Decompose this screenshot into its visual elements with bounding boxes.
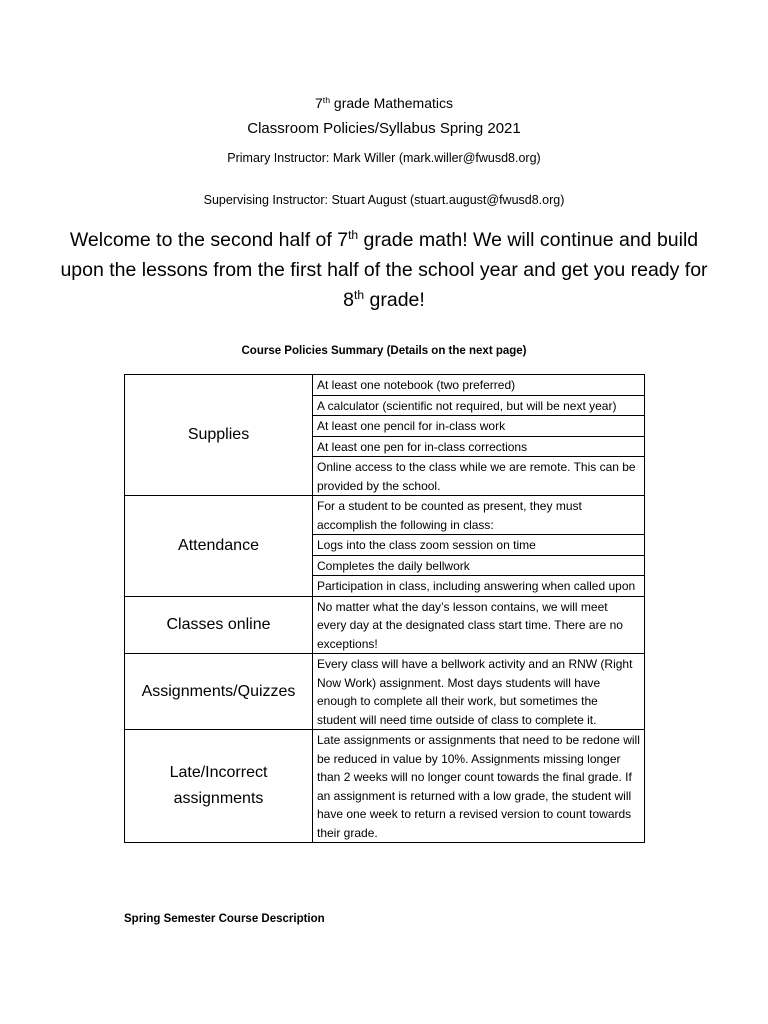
- grade-number: 7: [315, 95, 323, 111]
- policy-item: A calculator (scientific not required, but will be next year): [313, 395, 645, 416]
- policy-item: Late assignments or assignments that need to be redone will be reduced in value by 10%. Assignments missing longer than 2 weeks will no longer count towards the final grade. If an assignment is returned with a low grade, the student will have one week to return a revised version to count towards their grade.: [313, 730, 645, 843]
- category-classes-online: Classes online: [125, 596, 313, 654]
- policy-item: At least one pencil for in-class work: [313, 416, 645, 437]
- supervising-instructor: Supervising Instructor: Stuart August (stuart.august@fwusd8.org): [203, 193, 565, 207]
- table-row: [125, 654, 645, 730]
- policy-item: Every class will have a bellwork activity and an RNW (Right Now Work) assignment. Most days students will have enough to complete all their work, but sometimes the student will need time outside of class to complete it.: [313, 654, 645, 730]
- policy-item: Logs into the class zoom session on time: [313, 535, 645, 556]
- policy-item: No matter what the day’s lesson contains, we will meet every day at the designated class start time. There are no exceptions!: [313, 596, 645, 654]
- table-row: [125, 496, 645, 535]
- policies-table: [124, 374, 645, 843]
- table-row: [125, 375, 645, 396]
- welcome-message: [60, 225, 708, 315]
- welcome-part-3: grade!: [364, 289, 425, 311]
- primary-instructor: Primary Instructor: Mark Willer (mark.willer@fwusd8.org): [227, 151, 541, 165]
- course-title: [0, 95, 768, 111]
- category-attendance: Attendance: [125, 496, 313, 597]
- policy-item: At least one pen for in-class corrections: [313, 436, 645, 457]
- policy-item: Completes the daily bellwork: [313, 555, 645, 576]
- policy-item: Participation in class, including answering when called upon: [313, 576, 645, 597]
- welcome-part-1: Welcome to the second half of 7: [69, 229, 349, 251]
- grade-suffix: th: [322, 95, 331, 106]
- course-subtitle: Classroom Policies/Syllabus Spring 2021: [247, 120, 521, 137]
- category-assignments: Assignments/Quizzes: [125, 654, 313, 730]
- summary-heading: Course Policies Summary (Details on the next page): [241, 345, 527, 357]
- category-supplies: Supplies: [125, 375, 313, 496]
- welcome-part-2: grade math! We will continue and build upon the lessons from the first half of the school year and get you ready for 8: [60, 229, 708, 311]
- course-description-heading: Spring Semester Course Description: [124, 913, 325, 925]
- table-row: [125, 730, 645, 843]
- category-late-assignments: Late/Incorrect assignments: [125, 730, 313, 843]
- course-name: grade Mathematics: [330, 95, 453, 111]
- policy-item: Online access to the class while we are remote. This can be provided by the school.: [313, 457, 645, 496]
- policy-item: At least one notebook (two preferred): [313, 375, 645, 396]
- table-row: [125, 596, 645, 654]
- policy-item: For a student to be counted as present, they must accomplish the following in class:: [313, 496, 645, 535]
- welcome-sup-2: th: [354, 288, 365, 303]
- welcome-sup-1: th: [348, 228, 359, 243]
